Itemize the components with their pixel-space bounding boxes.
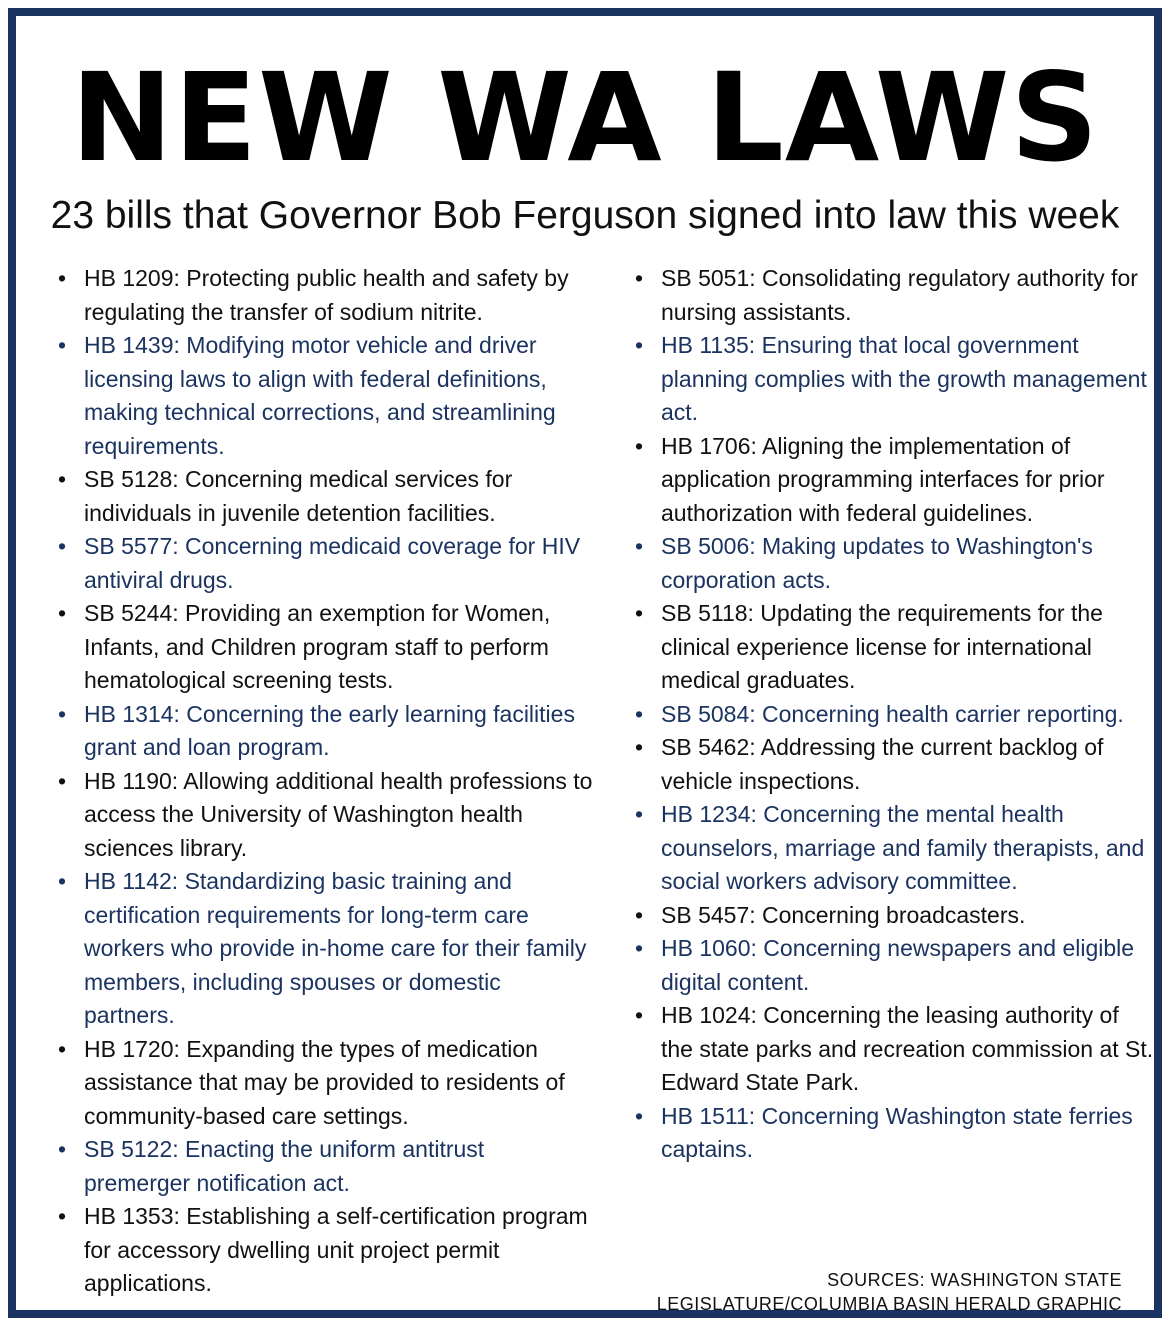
bill-item: • SB 5084: Concerning health carrier reporting.	[631, 698, 1156, 732]
page-subtitle: 23 bills that Governor Bob Ferguson signed into law this week	[50, 194, 1120, 237]
bill-item: • HB 1142: Standardizing basic training and certification requirements for long-term care workers who provide in-home care for their family members, including spouses or domestic partners.	[54, 865, 594, 1033]
bill-item: • HB 1234: Concerning the mental health counselors, marriage and family therapists, and social workers advisory committee.	[631, 798, 1156, 899]
sources-line: LEGISLATURE/COLUMBIA BASIN HERALD GRAPHIC	[656, 1294, 1122, 1314]
bill-item: • HB 1209: Protecting public health and safety by regulating the transfer of sodium nitrite.	[54, 262, 594, 329]
graphic-frame	[8, 8, 1162, 1318]
bill-item: • HB 1190: Allowing additional health professions to access the University of Washington health sciences library.	[54, 765, 594, 866]
bill-item: • HB 1511: Concerning Washington state ferries captains.	[631, 1100, 1156, 1167]
bill-item: • HB 1314: Concerning the early learning facilities grant and loan program.	[54, 698, 594, 765]
bill-item: • HB 1706: Aligning the implementation of application programming interfaces for prior authorization with federal guidelines.	[631, 430, 1156, 531]
sources-line: SOURCES: WASHINGTON STATE	[827, 1270, 1122, 1290]
bill-item: • SB 5122: Enacting the uniform antitrust premerger notification act.	[54, 1133, 594, 1200]
bill-item: • HB 1060: Concerning newspapers and eligible digital content.	[631, 932, 1156, 999]
sources-credit	[657, 1268, 1122, 1316]
bill-item: • HB 1135: Ensuring that local government planning complies with the growth management act.	[631, 329, 1156, 430]
bill-item: • HB 1439: Modifying motor vehicle and driver licensing laws to align with federal definitions, making technical corrections, and streamlining requirements.	[54, 329, 594, 463]
bill-item: • SB 5244: Providing an exemption for Women, Infants, and Children program staff to perform hematological screening tests.	[54, 597, 594, 698]
bill-item: • SB 5006: Making updates to Washington's corporation acts.	[631, 530, 1156, 597]
bill-item: • SB 5457: Concerning broadcasters.	[631, 899, 1156, 933]
page-title: NEW WA LAWS	[70, 47, 1100, 189]
bill-item: • SB 5051: Consolidating regulatory authority for nursing assistants.	[631, 262, 1156, 329]
bill-item: • HB 1024: Concerning the leasing authority of the state parks and recreation commission at St. Edward State Park.	[631, 999, 1156, 1100]
bill-item: • HB 1720: Expanding the types of medication assistance that may be provided to residents of community-based care settings.	[54, 1033, 594, 1134]
bill-item: • HB 1353: Establishing a self-certification program for accessory dwelling unit project permit applications.	[54, 1200, 594, 1301]
bill-item: • SB 5128: Concerning medical services for individuals in juvenile detention facilities.	[54, 463, 594, 530]
bill-item: • SB 5577: Concerning medicaid coverage for HIV antiviral drugs.	[54, 530, 594, 597]
bill-item: • SB 5462: Addressing the current backlog of vehicle inspections.	[631, 731, 1156, 798]
right-bill-list	[631, 262, 1156, 1167]
bill-item: • SB 5118: Updating the requirements for the clinical experience license for international medical graduates.	[631, 597, 1156, 698]
left-bill-list	[54, 262, 594, 1301]
